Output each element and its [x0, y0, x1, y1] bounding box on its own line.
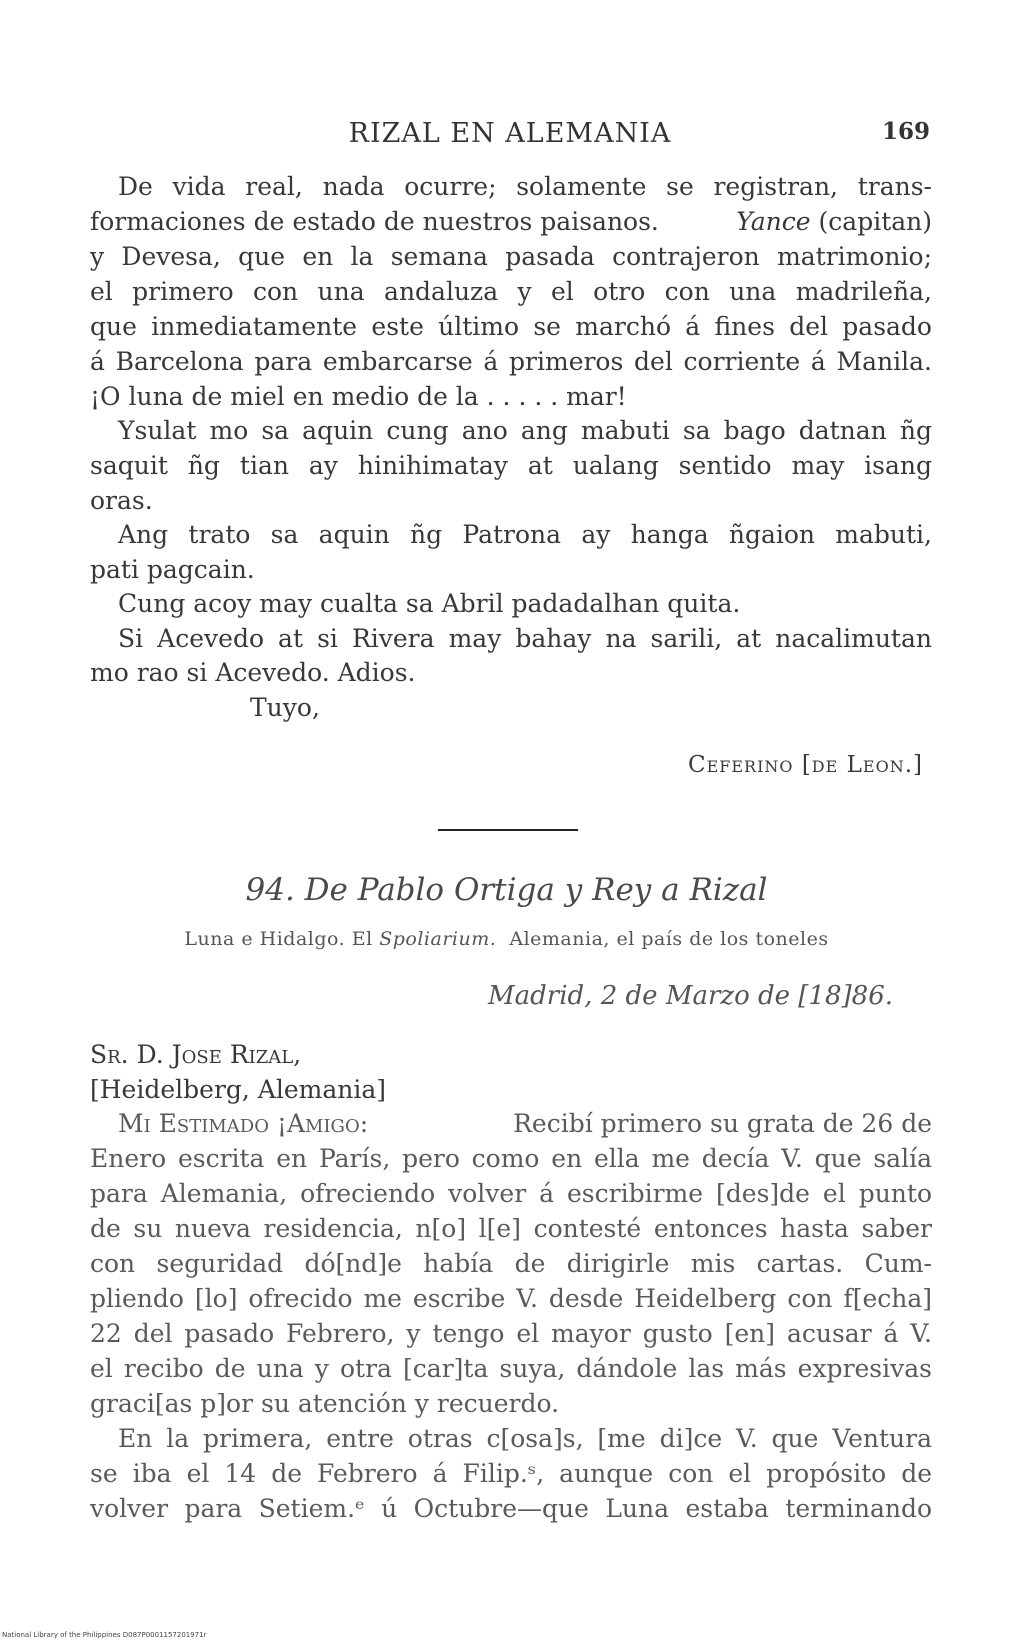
- text-line: saquit ñg tian ay hinihimatay at ualang sentido may isang: [90, 451, 932, 480]
- text-line: con seguridad dó[nd]e había de dirigirle mis cartas. Cum-: [90, 1249, 932, 1278]
- text-line: pati pagcain.: [90, 555, 255, 584]
- text-line: se iba el 14 de Febrero á Filip.ˢ, aunque con el propósito de: [90, 1459, 932, 1488]
- yance-rank: (capitan): [818, 207, 932, 236]
- text-line: oras.: [90, 486, 153, 515]
- yance-name: Yance: [736, 207, 811, 236]
- closing-line: Tuyo,: [250, 693, 320, 722]
- text-line: mo rao si Acevedo. Adios.: [90, 658, 416, 687]
- text-line: Si Acevedo at si Rivera may bahay na sarili, at nacalimutan: [118, 624, 932, 653]
- text-line: y Devesa, que en la semana pasada contrajeron matrimonio;: [90, 242, 932, 271]
- text-line: [118, 1109, 932, 1139]
- text-line: de su nueva residencia, n[o] l[e] contesté entonces hasta saber: [90, 1214, 932, 1243]
- text-line: el primero con una andaluza y el otro con una madrileña,: [90, 277, 932, 306]
- text-line: Cung acoy may cualta sa Abril padadalhan quita.: [118, 589, 741, 618]
- text-line: 22 del pasado Febrero, y tengo el mayor gusto [en] acusar á V.: [90, 1319, 932, 1348]
- addressee-place: [Heidelberg, Alemania]: [90, 1075, 386, 1104]
- letter-title: 94. De Pablo Ortiga y Rey a Rizal: [245, 872, 768, 908]
- summary-part: Alemania, el país de los toneles: [509, 928, 829, 950]
- text-fragment: Recibí primero su grata de 26 de: [513, 1109, 932, 1138]
- summary-part: Luna e Hidalgo. El: [184, 928, 373, 950]
- text-fragment: formaciones de estado de nuestros paisanos.: [90, 207, 659, 236]
- summary-spoliarium: Spoliarium.: [379, 928, 497, 950]
- text-line: el recibo de una y otra [car]ta suya, dándole las más expresivas: [90, 1354, 932, 1383]
- text-line: á Barcelona para embarcarse á primeros del corriente á Manila.: [90, 347, 932, 376]
- text-line: graci[as p]or su atención y recuerdo.: [90, 1389, 560, 1418]
- text-fragment: [736, 207, 932, 237]
- text-line: para Alemania, ofreciendo volver á escribirme [des]de el punto: [90, 1179, 932, 1208]
- text-line: que inmediatamente este último se marchó á fines del pasado: [90, 312, 932, 341]
- letter-summary: [0, 928, 1013, 950]
- text-line: En la primera, entre otras c[osa]s, [me di]ce V. que Ventura: [118, 1424, 932, 1453]
- text-line: Enero escrita en París, pero como en ella me decía V. que salía: [90, 1144, 932, 1173]
- text-line: Ang trato sa aquin ñg Patrona ay hanga ñgaion mabuti,: [118, 520, 932, 549]
- text-line: ¡O luna de miel en medio de la . . . . . mar!: [90, 382, 627, 411]
- running-title: RIZAL EN ALEMANIA: [348, 118, 672, 149]
- signature: Ceferino [de Leon.]: [687, 752, 923, 778]
- salutation: Mi Estimado ¡Amigo:: [118, 1109, 369, 1138]
- addressee: Sr. D. Jose Rizal,: [90, 1040, 302, 1069]
- text-line: De vida real, nada ocurre; solamente se registran, trans-: [118, 172, 932, 201]
- section-divider: [438, 829, 578, 831]
- text-line: volver para Setiem.ᵉ ú Octubre—que Luna estaba terminando: [90, 1494, 932, 1523]
- text-line: Ysulat mo sa aquin cung ano ang mabuti sa bago datnan ñg: [118, 416, 932, 445]
- text-line: pliendo [lo] ofrecido me escribe V. desde Heidelberg con f[echa]: [90, 1284, 932, 1313]
- dateline: Madrid, 2 de Marzo de [18]86.: [488, 981, 893, 1011]
- page-header: [90, 118, 930, 154]
- scan-credit: National Library of the Philippines D087P0001157201971r: [2, 1631, 207, 1639]
- page-number: 169: [881, 118, 930, 145]
- text-line: [90, 207, 932, 237]
